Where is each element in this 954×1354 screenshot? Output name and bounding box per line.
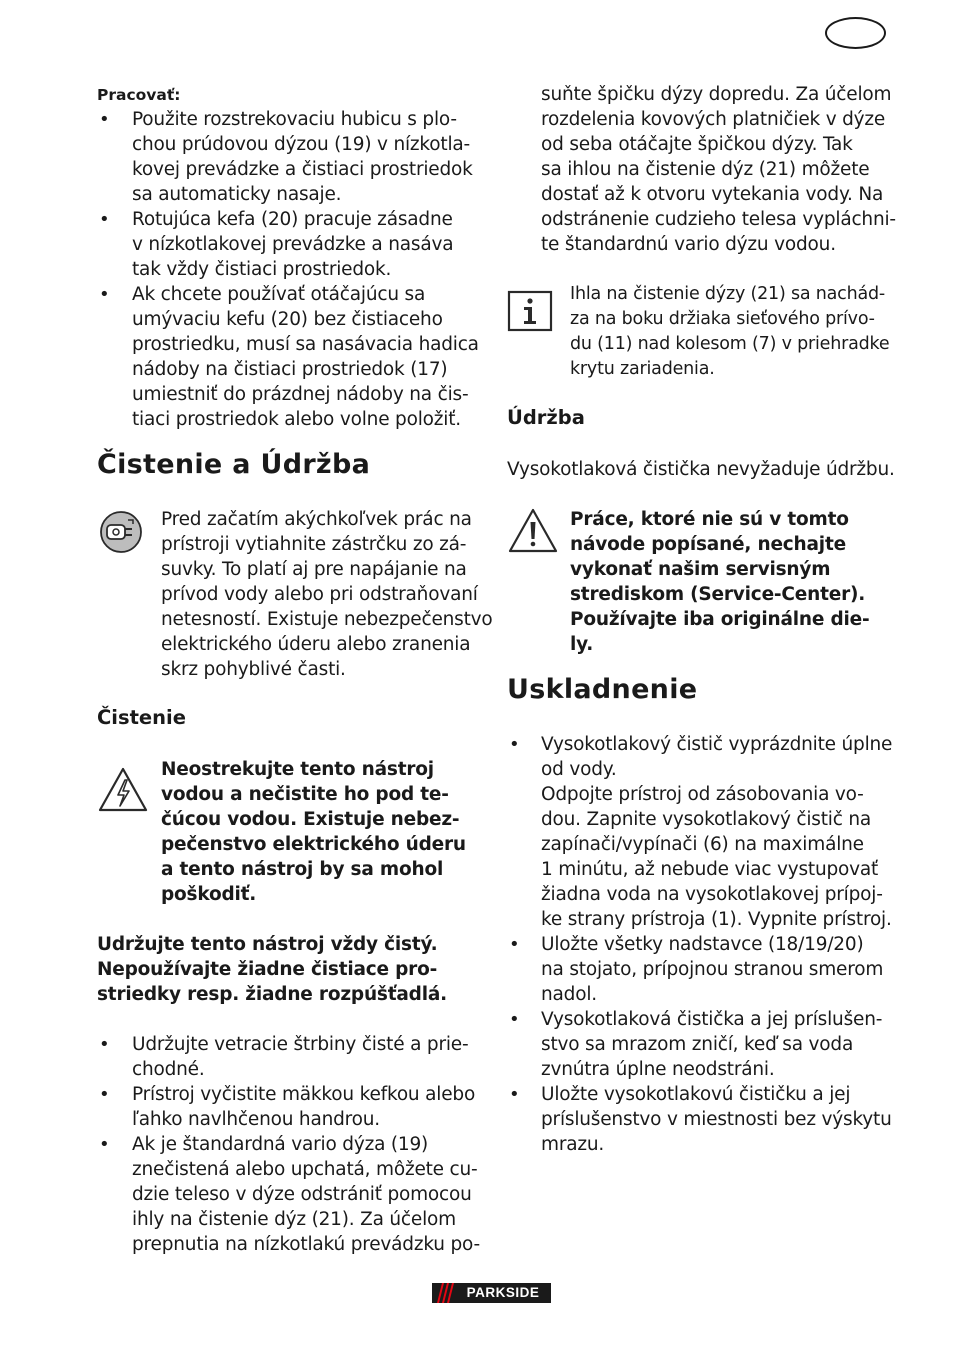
list-item-line: Uložte všetky nadstavce (18/19/20) — [541, 934, 864, 955]
list-item-line: prepnutia na nízkotlakú prevádzku po- — [132, 1234, 480, 1255]
logo-stripes-icon — [435, 1283, 457, 1303]
text-line: odstránenie cudzieho telesa vypláchni- — [541, 209, 896, 230]
list-item-line: Vysokotlakový čistič vyprázdnite úplne — [541, 734, 893, 755]
text-line: suňte špičku dýzy dopredu. Za účelom — [541, 84, 892, 105]
note-line: Pred začatím akýchkoľvek prác na — [161, 509, 472, 530]
warning-line: návode popísané, nechajte — [570, 534, 846, 555]
bullet-icon: • — [99, 109, 110, 130]
bullet-icon: • — [99, 209, 110, 230]
warning-icon — [507, 507, 559, 559]
note-line: prístroji vytiahnite zástrčku zo zá- — [161, 534, 467, 555]
list-item-line: nádoby na čistiaci prostriedok (17) — [132, 359, 448, 380]
bullet-icon: • — [99, 1084, 110, 1105]
list-item-line: ľahko navlhčenou handrou. — [132, 1109, 380, 1130]
note-line: krytu zariadenia. — [570, 359, 715, 379]
list-item-line: Ak je štandardná vario dýza (19) — [132, 1134, 429, 1155]
list-item-line: ke strany prístroja (1). Vypnite prístroj. — [541, 909, 892, 930]
list-item-line: dou. Zapnite vysokotlakový čistič na — [541, 809, 872, 830]
list-item-line: žiadna voda na vysokotlakovej prípoj- — [541, 884, 883, 905]
bullet-icon: • — [509, 734, 520, 755]
bullet-icon: • — [99, 1034, 110, 1055]
bullet-icon: • — [509, 1084, 520, 1105]
language-badge — [825, 17, 886, 49]
list-item-line: Vysokotlaková čistička a jej príslušen- — [541, 1009, 883, 1030]
note-line: suvky. To platí aj pre napájanie na — [161, 559, 467, 580]
list-item-line: ihly na čistenie dýz (21). Za účelom — [132, 1209, 456, 1230]
list-item-line: príslušenstvo v miestnosti bez výskytu — [541, 1109, 892, 1130]
storage-title: Uskladnenie — [507, 674, 698, 705]
list-item-line: dzie teleso v dýze odstrániť pomocou — [132, 1184, 472, 1205]
text-line: te štandardnú vario dýzu vodou. — [541, 234, 836, 255]
warning-line: poškodiť. — [161, 884, 257, 905]
list-item-line: od vody. — [541, 759, 617, 780]
warning-line: ly. — [570, 634, 594, 655]
list-item-line: Rotujúca kefa (20) pracuje zásadne — [132, 209, 453, 230]
cleaning-heading: Čistenie — [97, 706, 186, 729]
warning-line: vodou a nečistite ho pod te- — [161, 784, 449, 805]
list-item-line: umiestniť do prázdnej nádoby na čis- — [132, 384, 469, 405]
list-item-line: zapínači/vypínači (6) na maximálne — [541, 834, 864, 855]
list-item-line: sa automaticky nasaje. — [132, 184, 342, 205]
list-item-line: v nízkotlakovej prevádzke a nasáva — [132, 234, 454, 255]
bullet-icon: • — [99, 1134, 110, 1155]
note-line: prívod vody alebo pri odstraňovaní — [161, 584, 478, 605]
parkside-logo — [432, 1283, 551, 1303]
work-heading: Pracovať: — [97, 86, 181, 104]
list-item-line: stvo sa mrazom zničí, keď sa voda — [541, 1034, 854, 1055]
text-line: rozdelenia kovových platničiek v dýze — [541, 109, 886, 130]
list-item-line: nadol. — [541, 984, 597, 1005]
warning-line: Práce, ktoré nie sú v tomto — [570, 509, 849, 530]
unplug-plug-icon — [99, 510, 143, 558]
brand-name: PARKSIDE — [466, 1285, 540, 1300]
warning-line: pečenstvo elektrického úderu — [161, 834, 466, 855]
bullet-icon: • — [509, 934, 520, 955]
list-item-line: na stojato, prípojnou stranou smerom — [541, 959, 884, 980]
bullet-icon: • — [99, 284, 110, 305]
list-item-line: mrazu. — [541, 1134, 605, 1155]
note-line: du (11) nad kolesom (7) v priehradke — [570, 334, 890, 354]
list-item-line: kovej prevádzke a čistiaci prostriedok — [132, 159, 473, 180]
list-item-line: Použite rozstrekovaciu hubicu s plo- — [132, 109, 457, 130]
warning-line: Používajte iba originálne die- — [570, 609, 870, 630]
list-item-line: chou prúdovou dýzou (19) v nízkotla- — [132, 134, 470, 155]
list-item-line: Odpojte prístroj od zásobovania vo- — [541, 784, 864, 805]
list-item-line: tiaci prostriedok alebo volne položiť. — [132, 409, 461, 430]
note-line: netesností. Existuje nebezpečenstvo — [161, 609, 493, 630]
note-line: skrz pohyblivé časti. — [161, 659, 346, 680]
list-item-line: Udržujte vetracie štrbiny čisté a prie- — [132, 1034, 469, 1055]
maintenance-heading: Údržba — [507, 406, 585, 429]
list-item-line: chodné. — [132, 1059, 205, 1080]
notice-line: striedky resp. žiadne rozpúšťadlá. — [97, 984, 447, 1005]
electric-hazard-icon — [97, 766, 149, 818]
note-line: za na boku držiaka sieťového prívo- — [570, 309, 875, 329]
list-item-line: Prístroj vyčistite mäkkou kefkou alebo — [132, 1084, 476, 1105]
note-line: elektrického úderu alebo zranenia — [161, 634, 471, 655]
text-line: dostať až k otvoru vytekania vody. Na — [541, 184, 884, 205]
warning-line: strediskom (Service-Center). — [570, 584, 866, 605]
info-icon — [507, 290, 553, 336]
list-item-line: znečistená alebo upchatá, môžete cu- — [132, 1159, 478, 1180]
text-line: sa ihlou na čistenie dýz (21) môžete — [541, 159, 870, 180]
text-line: od seba otáčajte špičkou dýzy. Tak — [541, 134, 853, 155]
section-title: Čistenie a Údržba — [97, 449, 371, 480]
list-item-line: Uložte vysokotlakovú čističku a jej — [541, 1084, 851, 1105]
maintenance-text: Vysokotlaková čistička nevyžaduje údržbu. — [507, 459, 895, 480]
note-line: Ihla na čistenie dýzy (21) sa nachád- — [570, 284, 886, 304]
notice-line: Nepoužívajte žiadne čistiace pro- — [97, 959, 438, 980]
list-item-line: umývaciu kefu (20) bez čistiaceho — [132, 309, 443, 330]
bullet-icon: • — [509, 1009, 520, 1030]
warning-line: vykonať našim servisným — [570, 559, 831, 580]
list-item-line: prostriedku, musí sa nasávacia hadica — [132, 334, 479, 355]
warning-line: a tento nástroj by sa mohol — [161, 859, 444, 880]
list-item-line: 1 minútu, až nebude viac vystupovať — [541, 859, 879, 880]
warning-line: čúcou vodou. Existuje nebez- — [161, 809, 460, 830]
notice-line: Udržujte tento nástroj vždy čistý. — [97, 934, 438, 955]
list-item-line: zvnútra úplne neodstráni. — [541, 1059, 775, 1080]
list-item-line: Ak chcete používať otáčajúcu sa — [132, 284, 426, 305]
list-item-line: tak vždy čistiaci prostriedok. — [132, 259, 392, 280]
warning-line: Neostrekujte tento nástroj — [161, 759, 434, 780]
